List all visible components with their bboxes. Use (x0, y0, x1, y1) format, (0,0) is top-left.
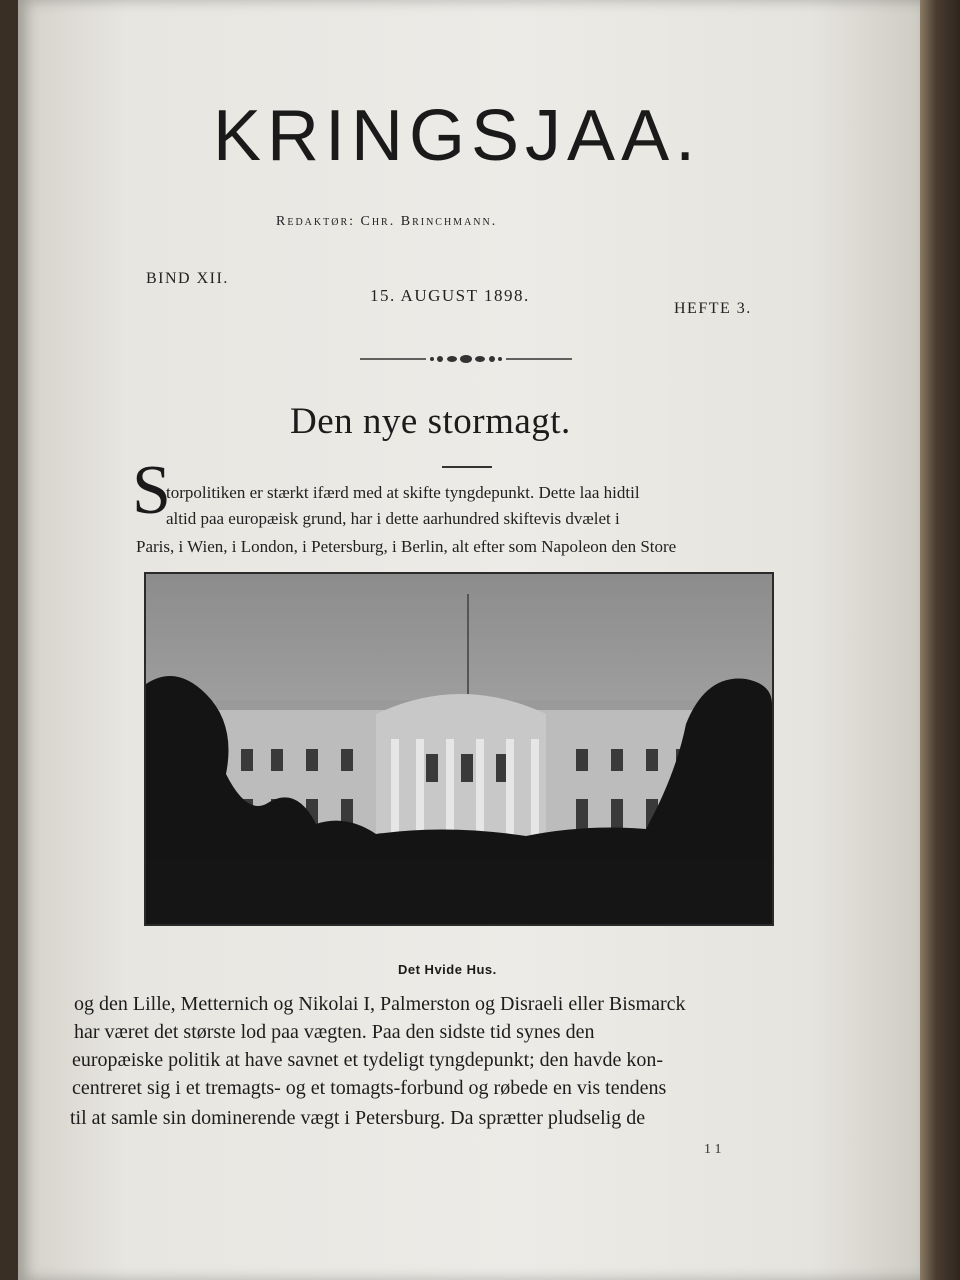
title-rule (442, 466, 492, 468)
lead-line: altid paa europæisk grund, har i dette aarhundred skiftevis dvælet i (166, 509, 620, 528)
issue-date: 15. AUGUST 1898. (370, 286, 530, 305)
issue-number: HEFTE 3. (674, 300, 752, 317)
page-number: 11 (704, 1142, 726, 1157)
body-line: til at samle sin dominerende vægt i Petersburg. Da sprætter pludselig de (70, 1107, 646, 1129)
body-line: og den Lille, Metternich og Nikolai I, Palmerston og Disraeli eller Bismarck (74, 993, 686, 1015)
masthead-title: KRINGSJAA. (213, 96, 702, 176)
body-line: centreret sig i et tremagts- og et tomagts-forbund og røbede en vis tendens (72, 1077, 667, 1099)
lead-line: Paris, i Wien, i London, i Petersburg, i Berlin, alt efter som Napoleon den Store (136, 537, 677, 556)
figure-caption: Det Hvide Hus. (398, 962, 497, 977)
ornament-divider (360, 350, 572, 368)
body-line: europæiske politik at have savnet et tydeligt tyngdepunkt; den havde kon- (72, 1049, 663, 1071)
book-page (18, 0, 920, 1280)
article-title: Den nye stormagt. (290, 401, 571, 442)
white-house-photo (144, 572, 774, 926)
body-line: har været det største lod paa vægten. Paa den sidste tid synes den (74, 1021, 595, 1043)
editor-line: Redaktør: Chr. Brinchmann. (276, 214, 498, 229)
volume-label: BIND XII. (146, 270, 229, 287)
drop-cap: S (132, 452, 171, 529)
book-spine (920, 0, 960, 1280)
lead-line: torpolitiken er stærkt ifærd med at skifte tyngdepunkt. Dette laa hidtil (166, 483, 640, 502)
